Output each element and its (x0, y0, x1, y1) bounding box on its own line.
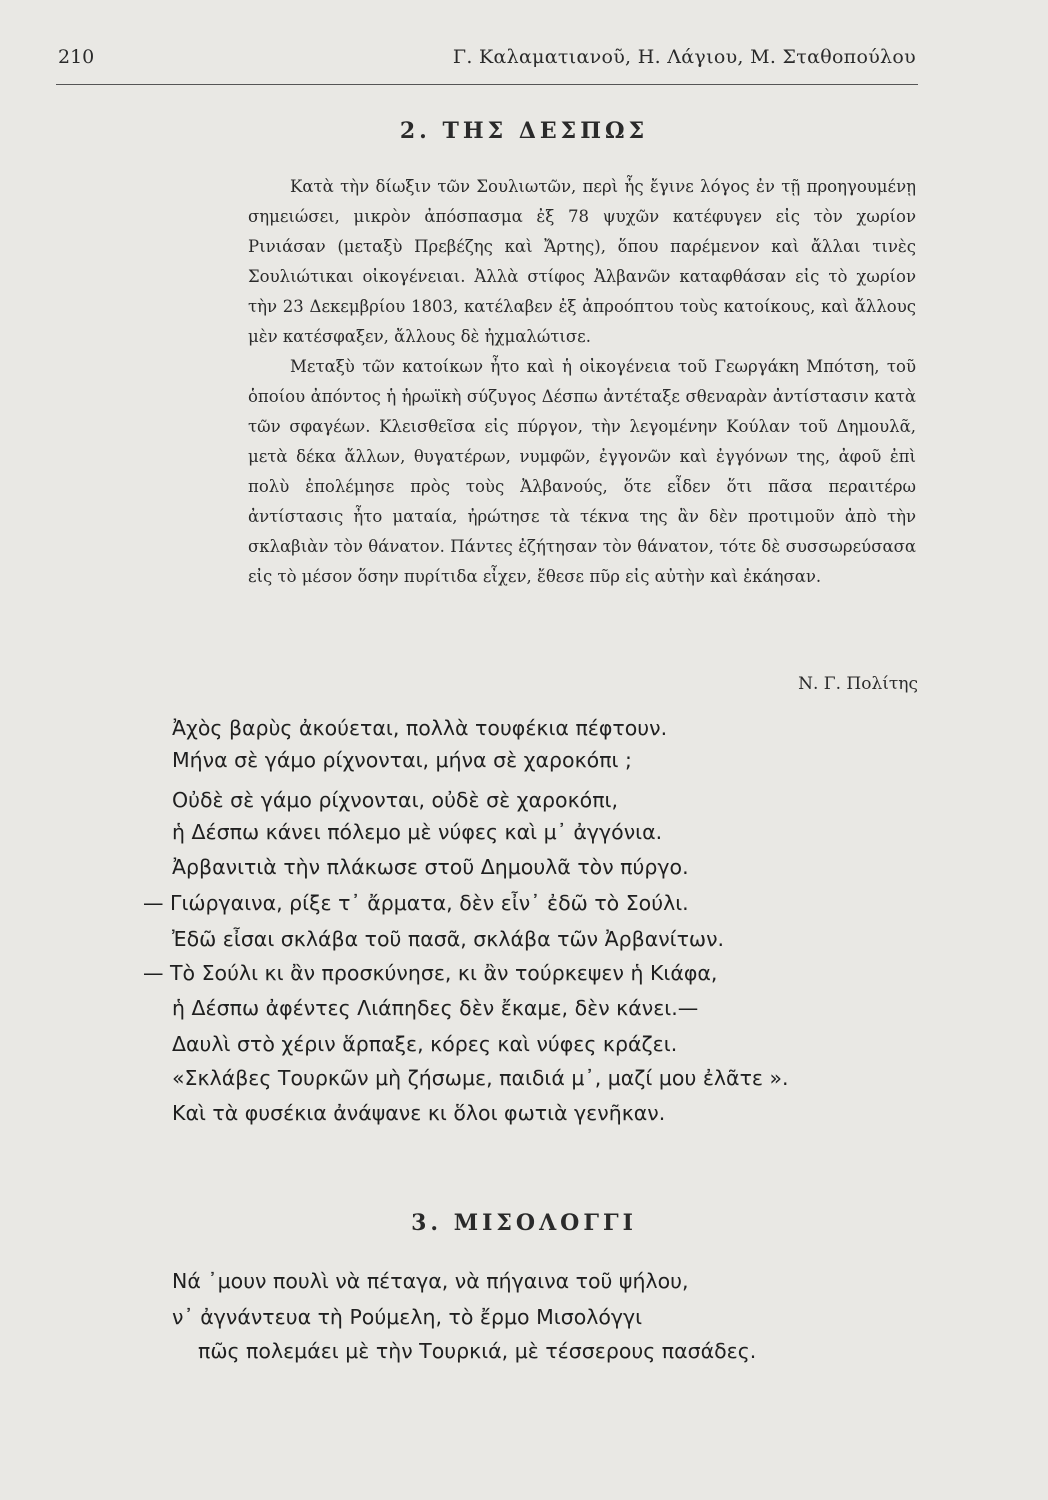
prose-paragraph: Μεταξὺ τῶν κατοίκων ἦτο καὶ ἡ οἰκογένεια τοῦ Γεωργάκη Μπότση, τοῦ ὁποίου ἀπόντος ἡ ἡρωϊκὴ σύζυγος Δέσπω ἀντέταξε σθεναρὰν ἀντίστασιν κατὰ τῶν σφαγέων. Κλεισθεῖσα εἰς πύργον, τὴν λεγομένην Κούλαν τοῦ Δημουλᾶ, μετὰ δέκα ἄλλων, θυγατέρων, νυμφῶν, ἐγγονῶν καὶ ἐγγόνων της, ἀφοῦ ἐπὶ πολὺ ἐπολέμησε πρὸς τοὺς Ἀλβανούς, ὅτε εἶδεν ὅτι πᾶσα περαιτέρω ἀντίστασις ἦτο ματαία, ἠρώτησε τὰ τέκνα της ἂν δὲν προτιμοῦν ἀπὸ τὴν σκλαβιὰν τὸν θάνατον. Πάντες ἐζήτησαν τὸν θάνατον, τότε δὲ συσσωρεύσασα εἰς τὸ μέσον ὅσην πυρίτιδα εἶχεν, ἔθεσε πῦρ εἰς αὐτὴν καὶ ἐκάησαν. (248, 357, 916, 586)
verse-line: Οὐδὲ σὲ γάμο ρίχνονται, οὐδὲ σὲ χαροκόπι, (172, 788, 618, 812)
verse-line: — Τὸ Σούλι κι ἂν προσκύνησε, κι ἂν τούρκεψεν ἡ Κιάφα, (143, 961, 718, 985)
prose-paragraph: Κατὰ τὴν δίωξιν τῶν Σουλιωτῶν, περὶ ἧς ἔγινε λόγος ἐν τῇ προηγουμένῃ σημειώσει, μικρὸν ἀπόσπασμα ἐξ 78 ψυχῶν κατέφυγεν εἰς τὸν χωρίον Ρινιάσαν (μεταξὺ Πρεβέζης καὶ Ἄρτης), ὅπου παρέμενον καὶ ἄλλαι τινὲς Σουλιώτικαι οἰκογένειαι. Ἀλλὰ στίφος Ἀλβανῶν καταφθάσαν εἰς τὸ χωρίον τὴν 23 Δεκεμβρίου 1803, κατέλαβεν ἐξ ἀπροόπτου τοὺς κατοίκους, καὶ ἄλλους μὲν κατέσφαξεν, ἄλλους δὲ ἠχμαλώτισε. (248, 177, 916, 346)
verse-line: ἡ Δέσπω ἀφέντες Λιάπηδες δὲν ἔκαμε, δὲν κάνει.— (172, 996, 699, 1020)
verse-line: Νά ᾽μουν πουλὶ νὰ πέταγα, νὰ πήγαινα τοῦ ψήλου, (172, 1269, 689, 1293)
verse-line: Μήνα σὲ γάμο ρίχνονται, μήνα σὲ χαροκόπι ; (172, 748, 632, 772)
verse-line: ν᾽ ἀγνάντευα τὴ Ρούμελη, τὸ ἔρμο Μισολόγγι (172, 1305, 643, 1329)
section-title-despo: 2. ΤΗΣ ΔΕΣΠΩΣ (399, 118, 649, 144)
verse-line: ἡ Δέσπω κάνει πόλεμο μὲ νύφες καὶ μ᾽ ἀγγόνια. (172, 820, 663, 844)
verse-line: πῶς πολεμάει μὲ τὴν Τουρκιά, μὲ τέσσερους πασάδες. (198, 1339, 757, 1363)
verse-line: Ἀχὸς βαρὺς ἀκούεται, πολλὰ τουφέκια πέφτουν. (172, 716, 668, 740)
verse-line: «Σκλάβες Τουρκῶν μὴ ζήσωμε, παιδιά μ᾽, μαζί μου ἐλᾶτε ». (172, 1066, 789, 1090)
page-number: 210 (58, 46, 95, 68)
verse-line: Καὶ τὰ φυσέκια ἀνάψανε κι ὅλοι φωτιὰ γενῆκαν. (172, 1101, 666, 1125)
section-title-mesolongi: 3. ΜΙΣΟΛΟΓΓΙ (411, 1210, 637, 1236)
verse-line: — Γιώργαινα, ρίξε τ᾽ ἄρματα, δὲν εἶν᾽ ἐδῶ τὸ Σούλι. (143, 891, 689, 915)
verse-line: Ἐδῶ εἶσαι σκλάβα τοῦ πασᾶ, σκλάβα τῶν Ἀρβανίτων. (172, 927, 725, 951)
signature: Ν. Γ. Πολίτης (798, 674, 918, 694)
header-rule (56, 84, 918, 85)
running-title: Γ. Καλαματιανοῦ, Η. Λάγιου, Μ. Σταθοπούλου (452, 46, 916, 68)
verse-line: Ἀρβανιτιὰ τὴν πλάκωσε στοῦ Δημουλᾶ τὸν πύργο. (172, 855, 689, 879)
prose-notes (248, 172, 916, 592)
verse-line: Δαυλὶ στὸ χέριν ἅρπαξε, κόρες καὶ νύφες κράζει. (172, 1032, 678, 1056)
page-header (58, 46, 916, 78)
